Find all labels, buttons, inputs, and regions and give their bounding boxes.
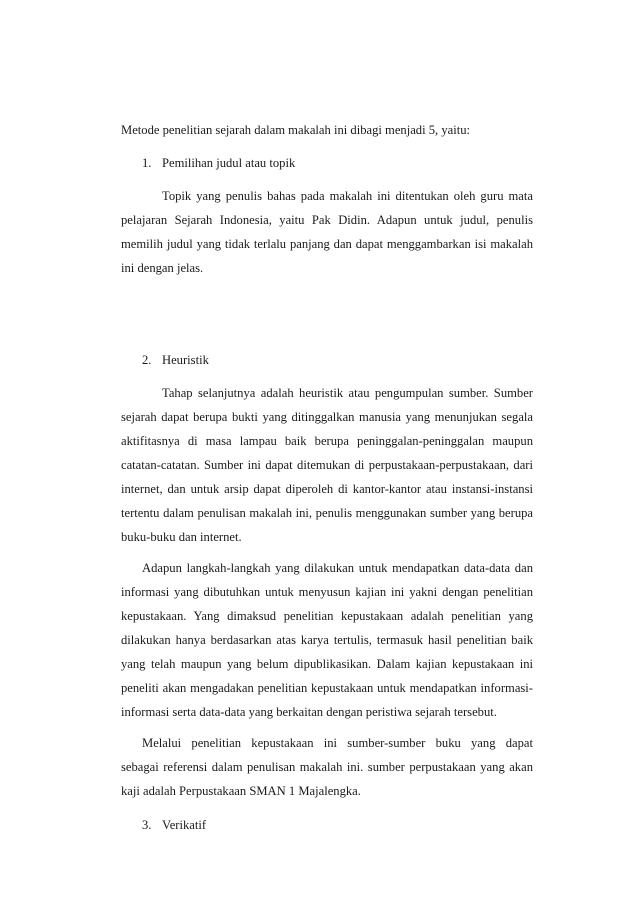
- paragraph-line: sebagai referensi dalam penulisan makalah ini. sumber perpustakaan yang akan: [121, 760, 533, 774]
- section-2-number: 2.: [142, 353, 152, 367]
- paragraph-line: catatan-catatan. Sumber ini dapat ditemukan di perpustakaan-perpustakaan, dari: [121, 458, 533, 472]
- paragraph-line: Tahap selanjutnya adalah heuristik atau pengumpulan sumber. Sumber: [162, 386, 533, 400]
- paragraph-line: pelajaran Sejarah Indonesia, yaitu Pak Didin. Adapun untuk judul, penulis: [121, 213, 533, 227]
- paragraph-line: peneliti akan mengadakan penelitian kepustakaan untuk mendapatkan informasi-: [121, 681, 533, 695]
- paragraph-line: sejarah dapat berupa bukti yang ditinggalkan manusia yang menunjukan segala: [121, 410, 533, 424]
- paragraph-line: tertentu dalam penulisan makalah ini, penulis menggunakan sumber yang berupa: [121, 506, 533, 520]
- section-2-title: Heuristik: [162, 353, 209, 367]
- paragraph-line: kaji adalah Perpustakaan SMAN 1 Majalengka.: [121, 784, 361, 798]
- paragraph-line: Melalui penelitian kepustakaan ini sumber-sumber buku yang dapat: [142, 736, 533, 750]
- paragraph-line: buku-buku dan internet.: [121, 530, 242, 544]
- intro-text: Metode penelitian sejarah dalam makalah ini dibagi menjadi 5, yaitu:: [121, 123, 471, 137]
- paragraph-line: informasi serta data-data yang berkaitan dengan peristiwa sejarah tersebut.: [121, 705, 497, 719]
- paragraph-line: Topik yang penulis bahas pada makalah ini ditentukan oleh guru mata: [162, 189, 533, 203]
- paragraph-line: dilakukan hanya berdasarkan atas karya tertulis, termasuk hasil penelitian baik: [121, 633, 533, 647]
- paragraph-line: kepustakaan. Yang dimaksud penelitian kepustakaan adalah penelitian yang: [121, 609, 533, 623]
- paragraph-line: aktifitasnya di masa lampau baik berupa peninggalan-peninggalan maupun: [121, 434, 533, 448]
- paragraph-line: Adapun langkah-langkah yang dilakukan untuk mendapatkan data-data dan: [142, 561, 533, 575]
- paragraph-line: informasi yang dibutuhkan untuk menyusun kajian ini yakni dengan penelitian: [121, 585, 533, 599]
- section-3-number: 3.: [142, 818, 152, 832]
- paragraph-line: ini dengan jelas.: [121, 261, 204, 275]
- paragraph-line: internet, dan untuk arsip dapat diperoleh di kantor-kantor atau instansi-instansi: [121, 482, 533, 496]
- section-1-title: Pemilihan judul atau topik: [162, 156, 296, 170]
- section-3-title: Verikatif: [162, 818, 207, 832]
- paragraph-line: yang telah maupun yang belum dipublikasikan. Dalam kajian kepustakaan ini: [121, 657, 533, 671]
- paragraph-line: memilih judul yang tidak terlalu panjang dan dapat menggambarkan isi makalah: [121, 237, 533, 251]
- section-1-number: 1.: [142, 156, 152, 170]
